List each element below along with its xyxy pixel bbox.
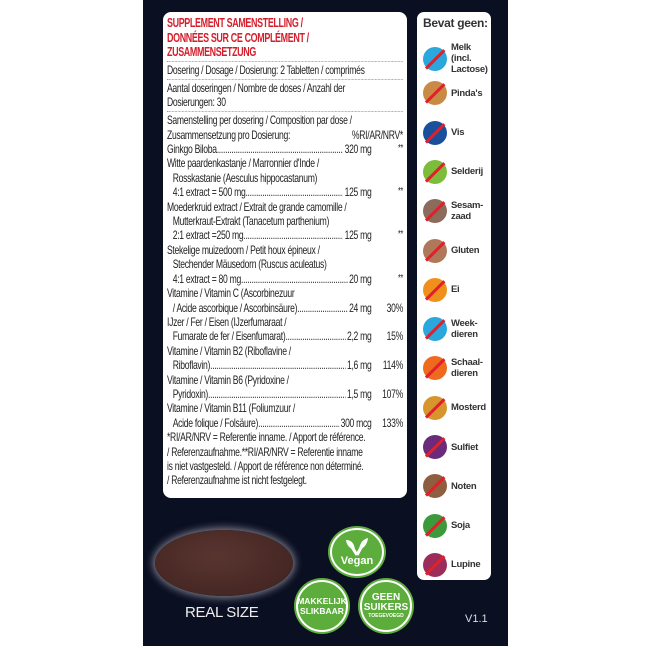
ingredient-leader bbox=[167, 416, 339, 430]
no-allergen-icon bbox=[423, 199, 447, 223]
per-dose-header: Samenstelling per dosering / Composition par dose / bbox=[167, 113, 352, 128]
dot-leader bbox=[245, 185, 343, 199]
no-allergen-icon bbox=[423, 317, 447, 341]
no-allergen-icon bbox=[423, 356, 447, 380]
allergen-label: Sesam- zaad bbox=[451, 200, 483, 223]
ingredient-row bbox=[167, 358, 403, 372]
allergen-label: Soja bbox=[451, 520, 470, 532]
ingredient-row bbox=[167, 329, 403, 343]
ingredient-amount: 20 mg bbox=[349, 271, 372, 286]
leaf-icon bbox=[342, 538, 372, 556]
ingredient-name: Vitamine / Vitamin B6 (Pyridoxine / bbox=[167, 372, 289, 387]
no-allergen-icon bbox=[423, 474, 447, 498]
sugar-text: GEEN bbox=[371, 591, 401, 603]
allergen-label: Selderij bbox=[451, 166, 483, 178]
no-allergen-icon bbox=[423, 514, 447, 538]
ingredient-amount: 320 mg bbox=[344, 142, 372, 157]
ingredient-ri: ** bbox=[397, 229, 403, 241]
ingredient-row bbox=[167, 301, 403, 315]
composition-title bbox=[167, 16, 403, 60]
ingredient-amount: 125 mg bbox=[344, 228, 372, 243]
ingredient-row bbox=[167, 387, 403, 401]
ingredient-amount: 300 mcg bbox=[340, 415, 372, 430]
allergen-label: Gluten bbox=[451, 245, 480, 256]
ingredient-name: IJzer / Fer / Eisen (IJzerfumaraat / bbox=[167, 314, 287, 329]
easy-swallow-badge bbox=[296, 580, 348, 632]
allergen-label: Noten bbox=[451, 480, 477, 492]
ingredient-row bbox=[167, 272, 403, 286]
ingredient-name: 4:1 extract = 80 mg bbox=[172, 271, 241, 286]
ingredient-leader bbox=[167, 142, 343, 156]
allergen-item bbox=[423, 356, 483, 380]
ingredient-leader bbox=[167, 272, 348, 286]
ingredient-name: Vitamine / Vitamin B11 (Foliumzuur / bbox=[167, 401, 295, 416]
ingredient-row bbox=[167, 416, 403, 430]
dosage-text: Dosering / Dosage / Dosierung: 2 Tabletten / comprimés bbox=[167, 63, 365, 77]
allergen-item bbox=[423, 121, 464, 145]
ingredient-name: Riboflavin) bbox=[172, 358, 211, 373]
ingredient-name: Vitamine / Vitamin C (Ascorbinezuur bbox=[167, 286, 295, 301]
ingredient-name: Fumarate de fer / Eisenfumarat) bbox=[172, 329, 286, 344]
footnote-line: / Referenzaufnahme.**RI/AR/NRV = Referentie inname bbox=[167, 444, 363, 459]
ingredient-amount: 1,6 mg bbox=[346, 358, 372, 373]
servings-line: Dosierungen: 30 bbox=[167, 95, 226, 110]
real-size-label: REAL SIZE bbox=[185, 604, 259, 621]
sugar-text: SUIKERS bbox=[363, 601, 409, 613]
ingredient-amount: 2,2 mg bbox=[346, 329, 372, 344]
tablet-image bbox=[155, 530, 293, 596]
ingredient-name: / Acide ascorbique / Ascorbinsäure) bbox=[172, 300, 298, 315]
ingredient-ri: ** bbox=[397, 272, 403, 284]
footnote-line: *RI/AR/NRV = Referentie inname. / Apport de référence. bbox=[167, 430, 366, 445]
allergen-item bbox=[423, 396, 486, 420]
allergen-item bbox=[423, 317, 478, 341]
ingredient-name: Rosskastanie (Aesculus hippocastanum) bbox=[172, 170, 318, 185]
no-allergen-icon bbox=[423, 239, 447, 263]
title-line: DONNÉES SUR CE COMPLÉMENT / bbox=[167, 30, 309, 45]
allergen-item bbox=[423, 435, 478, 459]
ingredient-row bbox=[167, 185, 403, 199]
ingredient-ri: ** bbox=[397, 143, 403, 155]
per-dose-header-row bbox=[167, 128, 403, 142]
ingredient-row bbox=[167, 228, 403, 242]
allergen-label: Lupine bbox=[451, 559, 481, 571]
swallow-text: SLIKBAAR bbox=[300, 606, 344, 616]
composition-content bbox=[167, 15, 403, 488]
allergen-item bbox=[423, 199, 483, 223]
dot-leader bbox=[217, 142, 343, 156]
servings-line: Aantal doseringen / Nombre de doses / Anzahl der bbox=[167, 80, 346, 95]
allergen-item bbox=[423, 278, 459, 302]
dot-leader bbox=[285, 329, 345, 343]
ingredient-leader bbox=[167, 301, 348, 315]
sugar-text: TOEGEVOEGD bbox=[368, 612, 404, 619]
ingredient-leader bbox=[167, 185, 343, 199]
ingredient-leader bbox=[167, 387, 346, 401]
swallow-text: MAKKELIJK bbox=[297, 596, 347, 606]
composition-panel bbox=[163, 12, 407, 498]
ingredient-leader bbox=[167, 228, 343, 242]
no-allergen-icon bbox=[423, 121, 447, 145]
ingredient-amount: 1,5 mg bbox=[346, 386, 372, 401]
per-dose-header: Zusammensetzung pro Dosierung: bbox=[167, 127, 291, 142]
allergen-item bbox=[423, 474, 476, 498]
allergen-label: Week- dieren bbox=[451, 318, 478, 341]
allergen-item bbox=[423, 81, 482, 105]
no-allergen-icon bbox=[423, 160, 447, 184]
dot-leader bbox=[241, 272, 348, 286]
ingredient-ri: 30% bbox=[386, 300, 403, 315]
footnote-line: is niet vastgesteld. / Apport de référence non déterminé. bbox=[167, 458, 364, 473]
allergen-label: Ei bbox=[451, 284, 460, 296]
allergen-panel bbox=[417, 12, 491, 580]
dot-leader bbox=[210, 358, 345, 372]
vegan-text: Vegan bbox=[340, 555, 374, 567]
ingredient-name: 4:1 extract = 500 mg bbox=[172, 185, 246, 200]
vegan-badge bbox=[330, 528, 384, 576]
ingredient-name: Mutterkraut-Extrakt (Tanacetum parthenium) bbox=[172, 214, 330, 229]
ingredient-name: Vitamine / Vitamin B2 (Riboflavine / bbox=[167, 343, 291, 358]
ri-header: %RI/AR/NRV* bbox=[351, 127, 403, 142]
allergen-item bbox=[423, 160, 483, 184]
allergen-label: Pinda's bbox=[451, 87, 483, 99]
ingredient-name: Acide folique / Folsäure) bbox=[172, 415, 259, 430]
footnote-line: / Referenzaufnahme ist nicht festgelegt. bbox=[167, 473, 307, 488]
ingredient-ri: 107% bbox=[382, 386, 403, 401]
ingredient-name: Ginkgo Biloba bbox=[167, 142, 217, 157]
allergen-item bbox=[423, 553, 480, 577]
dot-leader bbox=[258, 416, 339, 430]
ingredient-ri: 114% bbox=[382, 358, 403, 373]
allergen-label: Schaal- dieren bbox=[451, 357, 483, 380]
allergen-label: Mosterd bbox=[451, 402, 486, 414]
ingredient-leader bbox=[167, 329, 346, 343]
ingredient-row bbox=[167, 142, 403, 156]
ingredient-name: Pyridoxin) bbox=[172, 386, 209, 401]
dot-leader bbox=[243, 228, 343, 242]
ingredient-amount: 24 mg bbox=[349, 300, 372, 315]
allergen-item bbox=[423, 514, 470, 538]
ingredient-name: Stechender Mäusedorn (Ruscus aculeatus) bbox=[172, 257, 327, 272]
no-allergen-icon bbox=[423, 278, 447, 302]
no-sugar-badge bbox=[360, 580, 412, 632]
divider bbox=[167, 111, 403, 112]
version-label: V1.1 bbox=[465, 613, 488, 625]
allergen-label: Vis bbox=[451, 127, 465, 139]
allergen-label: Sulfiet bbox=[451, 441, 478, 453]
ingredient-leader bbox=[167, 358, 346, 372]
allergen-title: Bevat geen: bbox=[423, 16, 488, 30]
dot-leader bbox=[297, 301, 347, 315]
divider bbox=[167, 61, 403, 62]
no-allergen-icon bbox=[423, 81, 447, 105]
no-allergen-icon bbox=[423, 396, 447, 420]
ingredient-name: Moederkruid extract / Extrait de grande camomille / bbox=[167, 199, 347, 214]
title-line: SUPPLEMENT SAMENSTELLING / bbox=[167, 16, 303, 30]
allergen-item bbox=[423, 42, 488, 75]
ingredient-ri: 15% bbox=[386, 329, 403, 344]
allergen-item bbox=[423, 239, 479, 263]
ingredient-ri: ** bbox=[397, 186, 403, 198]
no-allergen-icon bbox=[423, 47, 447, 71]
ingredient-amount: 125 mg bbox=[344, 185, 372, 200]
ingredient-name: Stekelige muizedoorn / Petit houx épineux / bbox=[167, 242, 320, 257]
ingredient-name: 2:1 extract =250 mg bbox=[172, 228, 244, 243]
dot-leader bbox=[208, 387, 346, 401]
divider bbox=[167, 79, 403, 80]
ingredient-name: Witte paardenkastanje / Marronnier d'Inde / bbox=[167, 156, 319, 171]
ingredient-ri: 133% bbox=[382, 415, 403, 430]
title-line: ZUSAMMENSETZUNG bbox=[167, 45, 256, 59]
no-allergen-icon bbox=[423, 435, 447, 459]
no-allergen-icon bbox=[423, 553, 447, 577]
allergen-label: Melk (incl. Lactose) bbox=[451, 42, 488, 75]
